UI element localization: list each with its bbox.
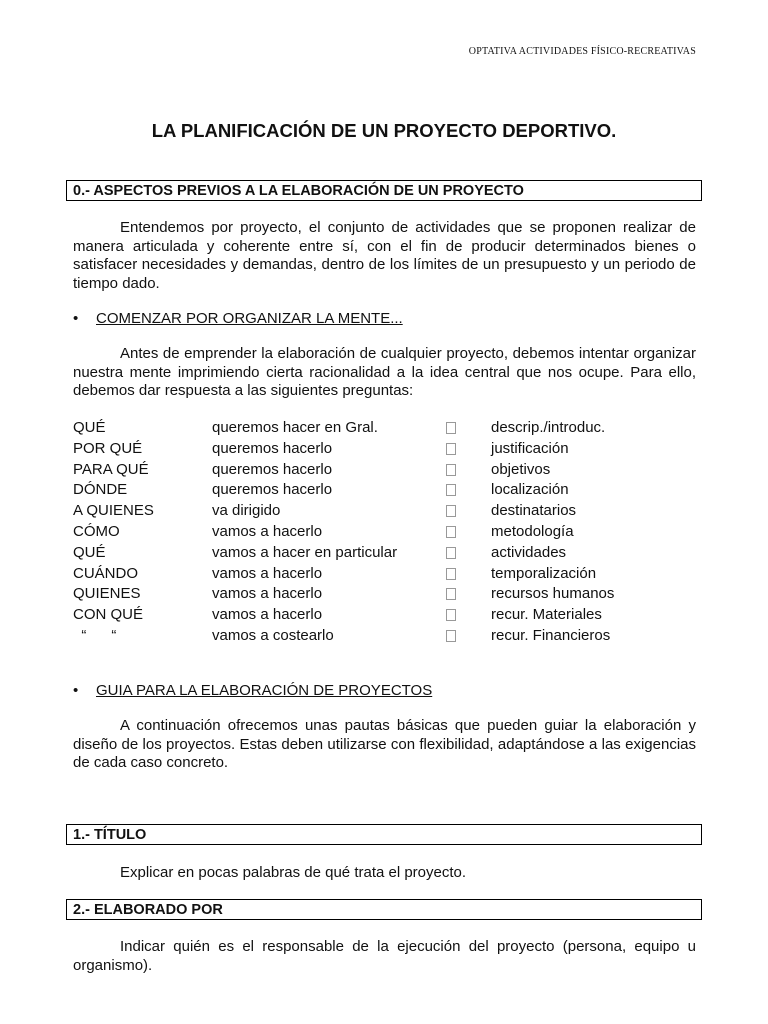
question-action: queremos hacerlo: [212, 481, 333, 499]
question-answer: actividades: [491, 543, 567, 561]
question-row: [73, 480, 713, 501]
question-answer: objetivos: [491, 460, 551, 478]
question-word: PARA QUÉ: [73, 460, 149, 478]
question-word: QUÉ: [73, 419, 106, 436]
paragraph-guia: [73, 717, 696, 773]
bullet-guia-proyectos: [73, 682, 432, 700]
paragraph-guia-text: A continuación ofrecemos unas pautas básicas que pueden guiar la elaboración y diseño de los proyectos. Estas deben utilizarse con flexibilidad, adaptándose a las exigencias de cada caso concreto.: [73, 717, 696, 771]
bullet-dot: •: [73, 682, 79, 699]
running-header: OPTATIVA ACTIVIDADES FÍSICO-RECREATIVAS: [468, 46, 696, 57]
bullet-label: COMENZAR POR ORGANIZAR LA MENTE...: [96, 310, 403, 327]
paragraph-elaborado: [73, 938, 696, 975]
section-heading-1: 1.- TÍTULO: [66, 824, 702, 845]
question-word: QUÉ: [73, 543, 106, 561]
question-word: A QUIENES: [73, 502, 154, 520]
question-answer: metodología: [491, 523, 574, 540]
question-row: [73, 584, 713, 605]
question-action: queremos hacerlo: [212, 439, 333, 457]
missing-glyph-box-icon: [446, 422, 456, 434]
question-row: [73, 605, 713, 626]
missing-glyph-box-icon: [446, 588, 456, 600]
paragraph-titulo: [73, 864, 696, 883]
question-row: [73, 501, 713, 522]
question-action: vamos a costearlo: [212, 627, 334, 644]
bullet-organizar-mente: [73, 310, 403, 328]
question-word: CON QUÉ: [73, 606, 144, 624]
question-action: va dirigido: [212, 502, 281, 520]
paragraph-elaborado-text: Indicar quién es el responsable de la ejecución del proyecto (persona, equipo u organismo).: [73, 938, 696, 974]
question-word: QUIENES: [73, 585, 141, 603]
question-action: vamos a hacer en particular: [212, 543, 398, 561]
question-word: DÓNDE: [73, 481, 128, 499]
missing-glyph-box-icon: [446, 630, 456, 642]
question-action: queremos hacerlo: [212, 460, 333, 478]
question-answer: recur. Financieros: [491, 627, 611, 644]
question-action: queremos hacer en Gral.: [212, 419, 378, 436]
bullet-label: GUIA PARA LA ELABORACIÓN DE PROYECTOS: [96, 682, 433, 699]
question-action: vamos a hacerlo: [212, 585, 323, 603]
question-word: POR QUÉ: [73, 439, 143, 457]
missing-glyph-box-icon: [446, 568, 456, 580]
missing-glyph-box-icon: [446, 526, 456, 538]
question-row: [73, 564, 713, 585]
paragraph-intro: [73, 219, 696, 293]
question-answer: localización: [491, 481, 569, 499]
question-answer: justificación: [491, 439, 569, 457]
section-heading-0: 0.- ASPECTOS PREVIOS A LA ELABORACIÓN DE UN PROYECTO: [66, 180, 702, 201]
question-row: [73, 418, 713, 439]
paragraph-mente-text: Antes de emprender la elaboración de cualquier proyecto, debemos intentar organizar nuestra mente imprimiendo cierta racionalidad a la idea central que nos ocupe. Para ello, debemos dar respuesta a las siguientes preguntas:: [73, 345, 696, 399]
question-action: vamos a hacerlo: [212, 564, 323, 582]
question-row: [73, 543, 713, 564]
missing-glyph-box-icon: [446, 547, 456, 559]
question-word: “ “: [73, 627, 117, 644]
question-word: CUÁNDO: [73, 564, 139, 582]
missing-glyph-box-icon: [446, 505, 456, 517]
missing-glyph-box-icon: [446, 484, 456, 496]
question-answer: temporalización: [491, 564, 597, 582]
missing-glyph-box-icon: [446, 443, 456, 455]
missing-glyph-box-icon: [446, 464, 456, 476]
paragraph-titulo-text: Explicar en pocas palabras de qué trata el proyecto.: [120, 864, 467, 881]
question-answer: recur. Materiales: [491, 606, 602, 624]
section-heading-2: 2.- ELABORADO POR: [66, 899, 702, 920]
bullet-dot: •: [73, 310, 79, 327]
question-answer: recursos humanos: [491, 585, 615, 603]
question-answer: destinatarios: [491, 502, 577, 520]
question-action: vamos a hacerlo: [212, 606, 323, 624]
question-word: CÓMO: [73, 523, 120, 540]
question-answer: descrip./introduc.: [491, 419, 606, 436]
question-action: vamos a hacerlo: [212, 523, 323, 540]
missing-glyph-box-icon: [446, 609, 456, 621]
question-row: [73, 626, 713, 647]
paragraph-mente: [73, 345, 696, 401]
question-row: [73, 460, 713, 481]
page-title: LA PLANIFICACIÓN DE UN PROYECTO DEPORTIVO.: [151, 120, 617, 141]
question-row: [73, 439, 713, 460]
question-row: [73, 522, 713, 543]
paragraph-intro-text: Entendemos por proyecto, el conjunto de actividades que se proponen realizar de manera articulada y coherente entre sí, con el fin de producir determinados bienes o satisfacer necesidades y demandas, dentro de los límites de un presupuesto y un periodo de tiempo dado.: [73, 219, 696, 292]
